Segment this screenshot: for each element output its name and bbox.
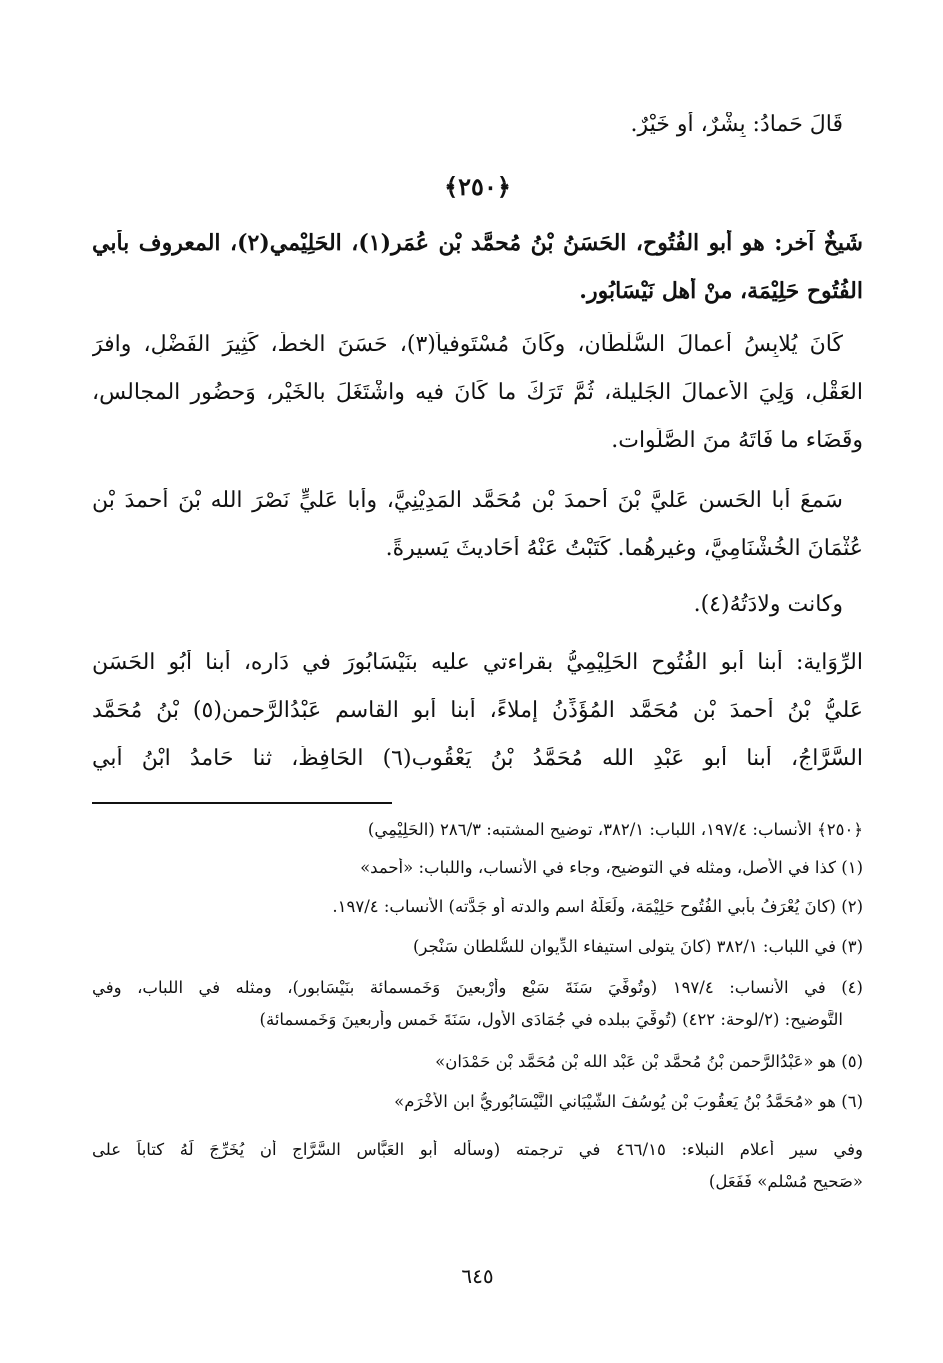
footnote-line: (١) كذا في الأصل، ومثله في التوضيح، وجاء في الأنساب، واللباب: «أحمد» [360,858,863,877]
footnote-line: (٢) (كانَ يُعْرَفُ بأبي الفُتُوحِ حَلِيْمَة، ولَعَلَّهُ اسم والدته أو جَدَّته) الأنساب: ١٩٧/٤. [332,897,863,916]
riwaya-line: السَّرَّاجُ، أبنا أبو عَبْدِ الله مُحَمَّدُ بْنُ يَعْقُوب(٦) الحَافِظُ، ثنا حَامدُ ابْنُ أبي [92,746,863,771]
quote-line: قَالَ حَمادُ: بِشْرٌ، أو خَيْرٌ. [630,112,843,137]
footnote-line: التَّوضيح: (٢/لوحة: ٤٢٢) (تُوفِّيَ ببلده في جُمَادَى الأول، سَنَةَ خَمسٍ وأربعينَ وَخَمسمائة) [259,1010,843,1029]
paragraph-line: عُثْمَانَ الخُشْنَامِيَّ، وغيرهُما. كَتَبْتُ عَنْهُ أحَاديثَ يَسيرةً. [385,536,863,561]
entry-number: ﴿٢٥٠﴾ [444,172,511,201]
footnote-line: «صَحيح مُسْلم» فَفَعَل) [708,1172,863,1191]
paragraph-line: وقَضَاء ما فَاتَهُ منَ الصَّلَوات. [611,428,863,453]
footnote-line: (٦) هو «مُحَمَّدُ بْنُ يَعقُوبَ بْنِ يُوسُفَ الشَّيْبَاني النَّيْسَابُوريُّ ابن الأخْرَم» [394,1092,863,1111]
riwaya-line: الرِّوَاية: أبنا أبو الفُتُوح الحَلِيْمِيُّ بقراءتي عليه بنَيْسَابُورَ في دَارِه، أبنا أبُو الحَسَن [92,650,863,675]
paragraph-line: كَانَ يُلابِسُ أعمالَ السُّلْطَان، وكَانَ مُسْتَوفياً(٣)، حَسَنَ الخطِّ، كَثِيرَ الفَضْلِ، وافرَ [92,332,843,357]
page-number: ٦٤٥ [461,1264,494,1288]
book-page [92,0,863,1363]
heading-line: الفُتُوح حَلِيْمَة، منْ أهل نَيْسَابُور. [579,278,863,304]
footnote-line: (٥) هو «عَبْدُالرَّحمن بْنُ مُحمَّد بْن عَبْد الله بْن مُحَمَّد بْن حَمْدَان» [435,1052,863,1071]
riwaya-line: عَليُّ بْنُ أحمدَ بْن مُحَمَّد المُؤَذِّنُ إملاءً، أبنا أبو القاسم عَبْدُالرَّحمن(٥) بْنُ مُحَمَّد [92,698,863,723]
footnote-line: (٤) في الأنساب: ١٩٧/٤ (وتُوفِّيَ سَنَةَ سَبْعٍ وأرْبعينَ وَخَمسمائة بنَيْسَابور)، ومثله في اللباب، وفي [92,978,863,997]
paragraph-line: العَقْلِ، وَلِيَ الأعمالَ الجَليلة، ثُمَّ تَرَكَ ما كَانَ فيه واشْتَغَلَ بالخَيْر، وَحضُور المجالسِ، [92,380,863,405]
heading-line: شَيخٌ آخر: هو أبو الفُتُوح، الحَسَنُ بْنُ مُحمَّد بْن عُمَر(١)، الحَلِيْمي(٢)، المعروف بأبي [92,230,863,256]
footnote-separator [92,802,392,804]
paragraph-line: سَمعَ أبا الحَسن عَليَّ بْنَ أحمدَ بْن مُحَمَّد المَدِيْنِيَّ، وأبا عَليٍّ نَصْرَ الله بْنَ أحمدَ بْن [92,488,843,513]
footnote-line: (٣) في اللباب: ٣٨٢/١ (كانَ يتولى استيفاء الدِّيوان للسُّلطان سَنْجر) [412,937,863,956]
footnote-line: ﴿٢٥٠﴾ الأنساب: ١٩٧/٤، اللباب: ٣٨٢/١، توضيح المشتبه: ٢٨٦/٣ (الحَلِيْمِي) [367,820,863,839]
footnote-line: وفي سير أعلام النبلاء: ٤٦٦/١٥ في ترجمته (وسأله أبو العَبَّاس السَّرَّاج أن يُخَرِّجَ لَهُ كتاباً على [92,1140,863,1159]
birth-line: وكانت ولادَتُهُ(٤). [693,592,843,617]
